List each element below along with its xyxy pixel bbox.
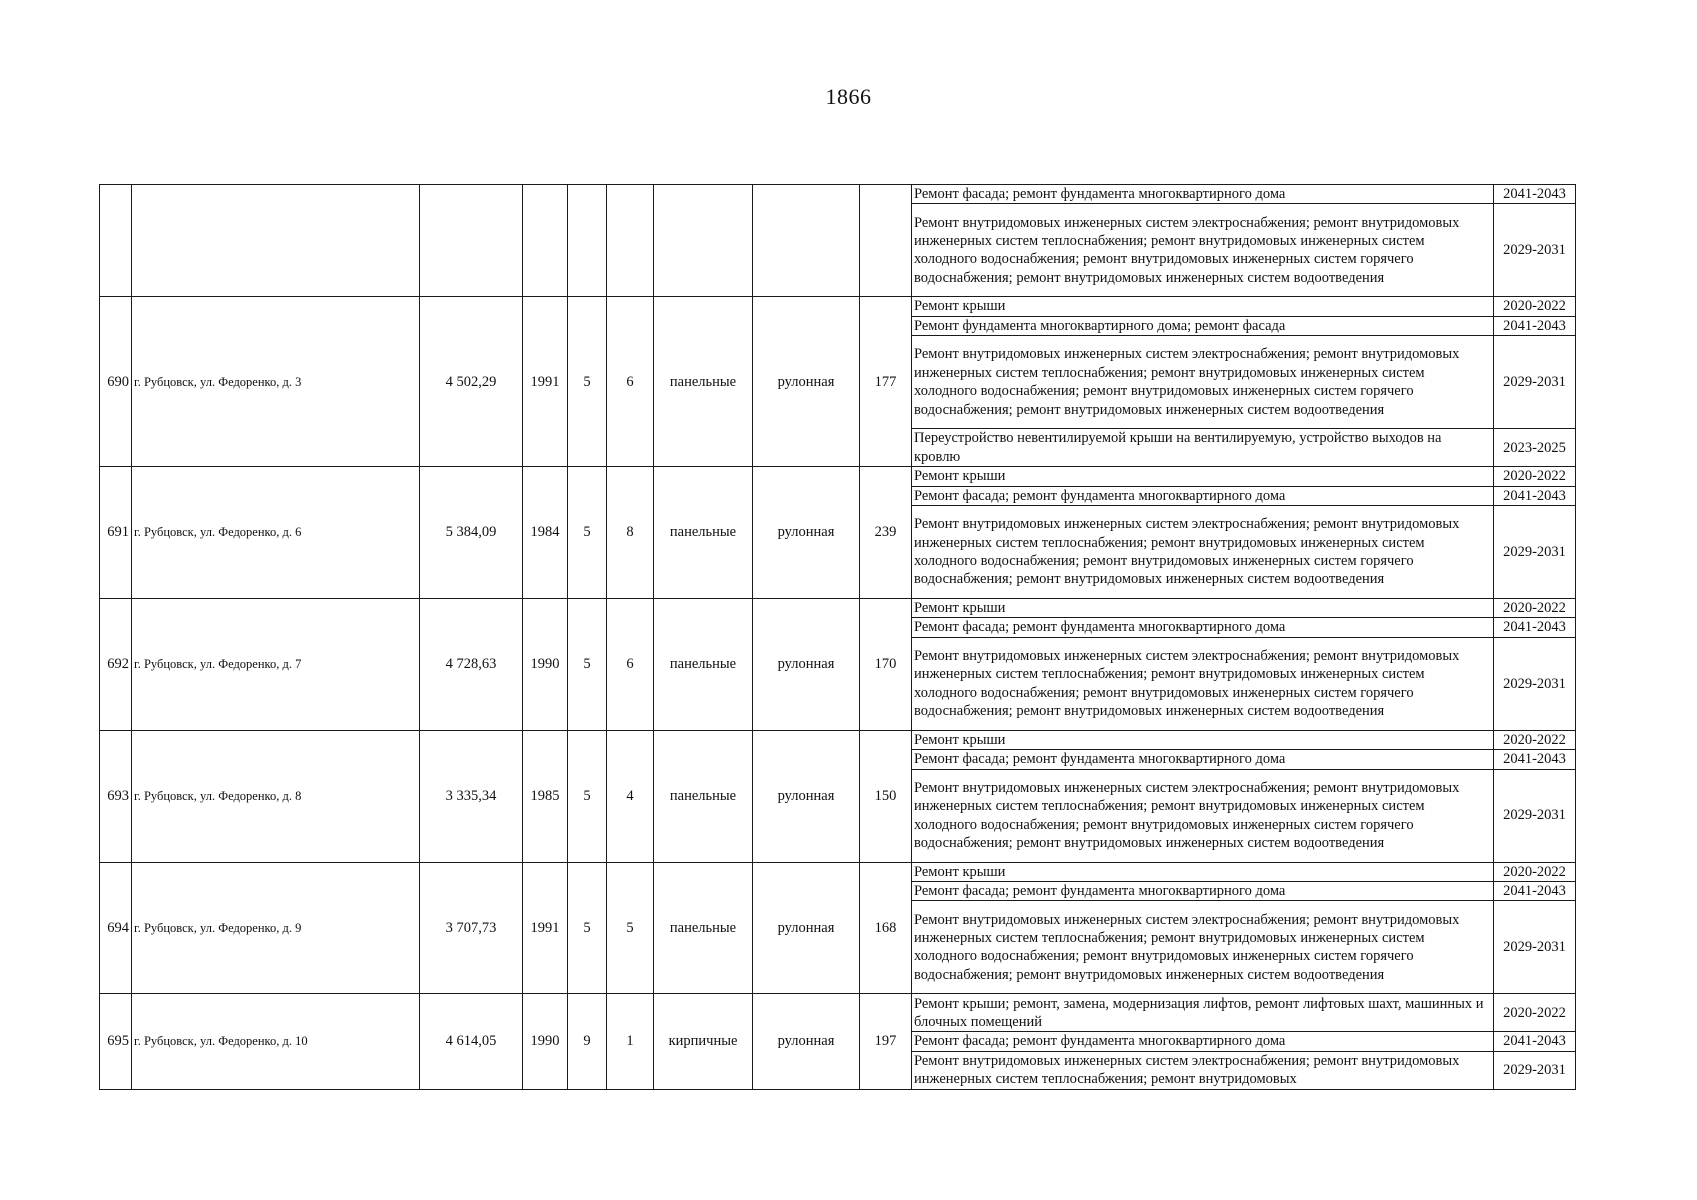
total-area: 5 384,09 (420, 467, 523, 599)
row-number: 695 (100, 994, 132, 1089)
build-year: 1984 (523, 467, 568, 599)
residents: 150 (860, 730, 912, 862)
work-type: Ремонт внутридомовых инженерных систем электроснабжения; ремонт внутридомовых инженерных систем теплоснабжения; ремонт внутридомовых инженерных систем холодного водоснабжения; ремонт внутридомовых инженерных систем горячего водоснабжения; ремонт внутридомовых инженерных систем водоотведения (912, 901, 1494, 994)
entrances: 6 (607, 297, 654, 467)
entrances: 4 (607, 730, 654, 862)
work-period: 2029-2031 (1494, 637, 1576, 730)
address: г. Рубцовск, ул. Федоренко, д. 8 (132, 730, 420, 862)
entrances: 8 (607, 467, 654, 599)
work-type: Ремонт крыши; ремонт, замена, модернизация лифтов, ремонт лифтовых шахт, машинных и блочных помещений (912, 994, 1494, 1032)
roof-type: рулонная (753, 297, 860, 467)
work-period: 2020-2022 (1494, 730, 1576, 749)
row-number: 691 (100, 467, 132, 599)
work-type: Ремонт крыши (912, 467, 1494, 486)
work-period: 2041-2043 (1494, 316, 1576, 335)
work-period: 2020-2022 (1494, 467, 1576, 486)
floors: 5 (568, 467, 607, 599)
page-number: 1866 (825, 84, 872, 109)
build-year: 1991 (523, 297, 568, 467)
floors: 5 (568, 862, 607, 994)
total-area: 4 728,63 (420, 599, 523, 731)
total-area: 4 614,05 (420, 994, 523, 1089)
work-period: 2029-2031 (1494, 336, 1576, 429)
row-number: 692 (100, 599, 132, 731)
work-period: 2023-2025 (1494, 429, 1576, 467)
residents: 168 (860, 862, 912, 994)
work-type: Ремонт крыши (912, 862, 1494, 881)
work-period: 2020-2022 (1494, 862, 1576, 881)
work-period: 2020-2022 (1494, 994, 1576, 1032)
work-type: Ремонт крыши (912, 599, 1494, 618)
table-row (100, 862, 1576, 881)
build-year: 1990 (523, 994, 568, 1089)
total-area: 4 502,29 (420, 297, 523, 467)
work-type: Ремонт фасада; ремонт фундамента многоквартирного дома (912, 750, 1494, 769)
row-number: 694 (100, 862, 132, 994)
roof-type: рулонная (753, 862, 860, 994)
work-period: 2041-2043 (1494, 882, 1576, 901)
entrances: 6 (607, 599, 654, 731)
work-type: Ремонт внутридомовых инженерных систем электроснабжения; ремонт внутридомовых инженерных систем теплоснабжения; ремонт внутридомовых инженерных систем холодного водоснабжения; ремонт внутридомовых инженерных систем горячего водоснабжения; ремонт внутридомовых инженерных систем водоотведения (912, 204, 1494, 297)
roof-type: рулонная (753, 730, 860, 862)
work-period: 2020-2022 (1494, 599, 1576, 618)
work-type: Ремонт внутридомовых инженерных систем электроснабжения; ремонт внутридомовых инженерных систем теплоснабжения; ремонт внутридомовых инженерных систем холодного водоснабжения; ремонт внутридомовых инженерных систем горячего водоснабжения; ремонт внутридомовых инженерных систем водоотведения (912, 336, 1494, 429)
wall-material: панельные (654, 467, 753, 599)
work-period: 2029-2031 (1494, 204, 1576, 297)
build-year: 1985 (523, 730, 568, 862)
address: г. Рубцовск, ул. Федоренко, д. 9 (132, 862, 420, 994)
work-period: 2029-2031 (1494, 901, 1576, 994)
work-period: 2041-2043 (1494, 1032, 1576, 1051)
capital-repair-table (99, 184, 1576, 1090)
floors: 5 (568, 599, 607, 731)
residents: 170 (860, 599, 912, 731)
work-type: Ремонт фасада; ремонт фундамента многоквартирного дома (912, 486, 1494, 505)
work-type: Ремонт внутридомовых инженерных систем электроснабжения; ремонт внутридомовых инженерных систем теплоснабжения; ремонт внутридомовых инженерных систем холодного водоснабжения; ремонт внутридомовых инженерных систем горячего водоснабжения; ремонт внутридомовых инженерных систем водоотведения (912, 769, 1494, 862)
work-type: Ремонт крыши (912, 730, 1494, 749)
floors: 9 (568, 994, 607, 1089)
work-period: 2041-2043 (1494, 185, 1576, 204)
wall-material: панельные (654, 297, 753, 467)
total-area: 3 707,73 (420, 862, 523, 994)
work-period: 2029-2031 (1494, 506, 1576, 599)
table-row (100, 730, 1576, 749)
row-number: 693 (100, 730, 132, 862)
roof-type: рулонная (753, 599, 860, 731)
work-type: Ремонт фасада; ремонт фундамента многоквартирного дома (912, 185, 1494, 204)
work-period: 2020-2022 (1494, 297, 1576, 316)
row-number: 690 (100, 297, 132, 467)
roof-type: рулонная (753, 994, 860, 1089)
table-row (100, 185, 1576, 204)
entrances: 5 (607, 862, 654, 994)
work-type: Ремонт крыши (912, 297, 1494, 316)
address: г. Рубцовск, ул. Федоренко, д. 6 (132, 467, 420, 599)
build-year: 1990 (523, 599, 568, 731)
work-type: Переустройство невентилируемой крыши на вентилируемую, устройство выходов на кровлю (912, 429, 1494, 467)
table-row (100, 994, 1576, 1032)
table-row (100, 297, 1576, 316)
floors: 5 (568, 297, 607, 467)
residents: 177 (860, 297, 912, 467)
work-type: Ремонт внутридомовых инженерных систем электроснабжения; ремонт внутридомовых инженерных систем теплоснабжения; ремонт внутридомовых (912, 1051, 1494, 1089)
work-period: 2041-2043 (1494, 750, 1576, 769)
table-row (100, 467, 1576, 486)
address: г. Рубцовск, ул. Федоренко, д. 3 (132, 297, 420, 467)
total-area: 3 335,34 (420, 730, 523, 862)
address: г. Рубцовск, ул. Федоренко, д. 7 (132, 599, 420, 731)
roof-type: рулонная (753, 467, 860, 599)
wall-material: кирпичные (654, 994, 753, 1089)
floors: 5 (568, 730, 607, 862)
residents: 197 (860, 994, 912, 1089)
wall-material: панельные (654, 730, 753, 862)
work-type: Ремонт внутридомовых инженерных систем электроснабжения; ремонт внутридомовых инженерных систем теплоснабжения; ремонт внутридомовых инженерных систем холодного водоснабжения; ремонт внутридомовых инженерных систем горячего водоснабжения; ремонт внутридомовых инженерных систем водоотведения (912, 637, 1494, 730)
wall-material: панельные (654, 599, 753, 731)
address: г. Рубцовск, ул. Федоренко, д. 10 (132, 994, 420, 1089)
work-type: Ремонт фасада; ремонт фундамента многоквартирного дома (912, 618, 1494, 637)
entrances: 1 (607, 994, 654, 1089)
work-period: 2041-2043 (1494, 618, 1576, 637)
work-period: 2041-2043 (1494, 486, 1576, 505)
table-row (100, 599, 1576, 618)
build-year: 1991 (523, 862, 568, 994)
work-type: Ремонт фундамента многоквартирного дома; ремонт фасада (912, 316, 1494, 335)
work-type: Ремонт внутридомовых инженерных систем электроснабжения; ремонт внутридомовых инженерных систем теплоснабжения; ремонт внутридомовых инженерных систем холодного водоснабжения; ремонт внутридомовых инженерных систем горячего водоснабжения; ремонт внутридомовых инженерных систем водоотведения (912, 506, 1494, 599)
work-type: Ремонт фасада; ремонт фундамента многоквартирного дома (912, 882, 1494, 901)
work-period: 2029-2031 (1494, 769, 1576, 862)
work-period: 2029-2031 (1494, 1051, 1576, 1089)
work-type: Ремонт фасада; ремонт фундамента многоквартирного дома (912, 1032, 1494, 1051)
residents: 239 (860, 467, 912, 599)
wall-material: панельные (654, 862, 753, 994)
